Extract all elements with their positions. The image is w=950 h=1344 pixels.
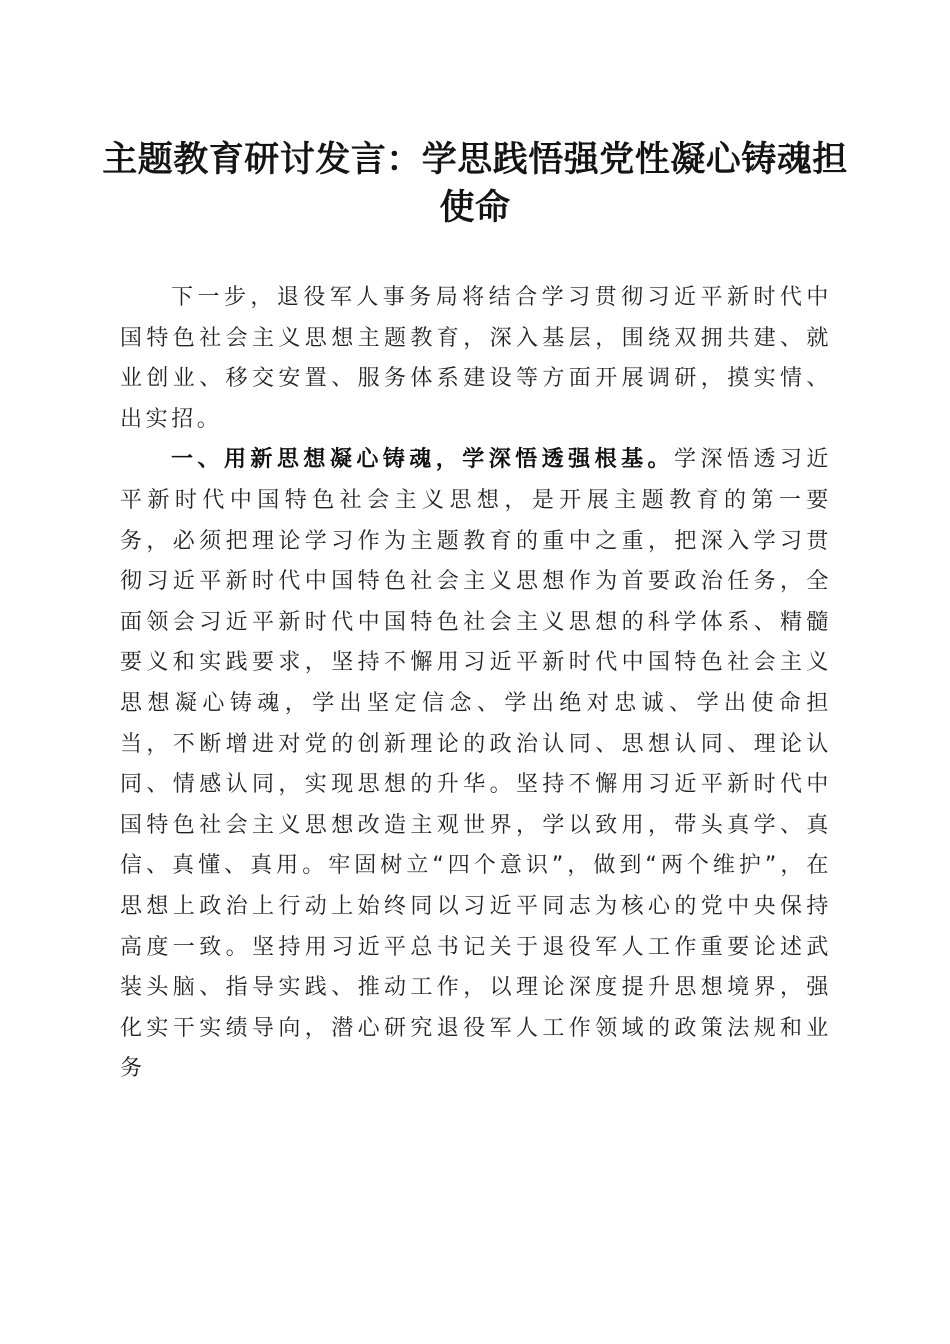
paragraph-text: 下一步，退役军人事务局将结合学习贯彻习近平新时代中国特色社会主义思想主题教育，深入基层，围绕双拥共建、就业创业、移交安置、服务体系建设等方面开展调研，摸实情、出实招。 [120,285,832,432]
paragraph-section-one [120,440,832,1090]
document-title: 主题教育研讨发言：学思践悟强党性凝心铸魂担使命 [102,139,848,228]
paragraph-text: 学深悟透习近平新时代中国特色社会主义思想，是开展主题教育的第一要务，必须把理论学习作为主题教育的重中之重，把深入学习贯彻习近平新时代中国特色社会主义思想作为首要政治任务，全面领会习近平新时代中国特色社会主义思想的科学体系、精髓要义和实践要求，坚持不懈用习近平新时代中国特色社会主义思想凝心铸魂，学出坚定信念、学出绝对忠诚、学出使命担当，不断增进对党的创新理论的政治认同、思想认同、理论认同、情感认同，实现思想的升华。坚持不懈用习近平新时代中国特色社会主义思想改造主观世界，学以致用，带头真学、真信、真懂、真用。牢固树立“四个意识”，做到“两个维护”，在思想上政治上行动上始终同以习近平同志为核心的党中央保持高度一致。坚持用习近平总书记关于退役军人工作重要论述武装头脑、指导实践、推动工作，以理论深度提升思想境界，强化实干实绩导向，潜心研究退役军人工作领域的政策法规和业务 [120,447,832,1082]
paragraph-next-steps [120,278,832,440]
section-heading: 一、用新思想凝心铸魂，学深悟透强根基。 [171,447,675,473]
document-body [120,278,832,1090]
